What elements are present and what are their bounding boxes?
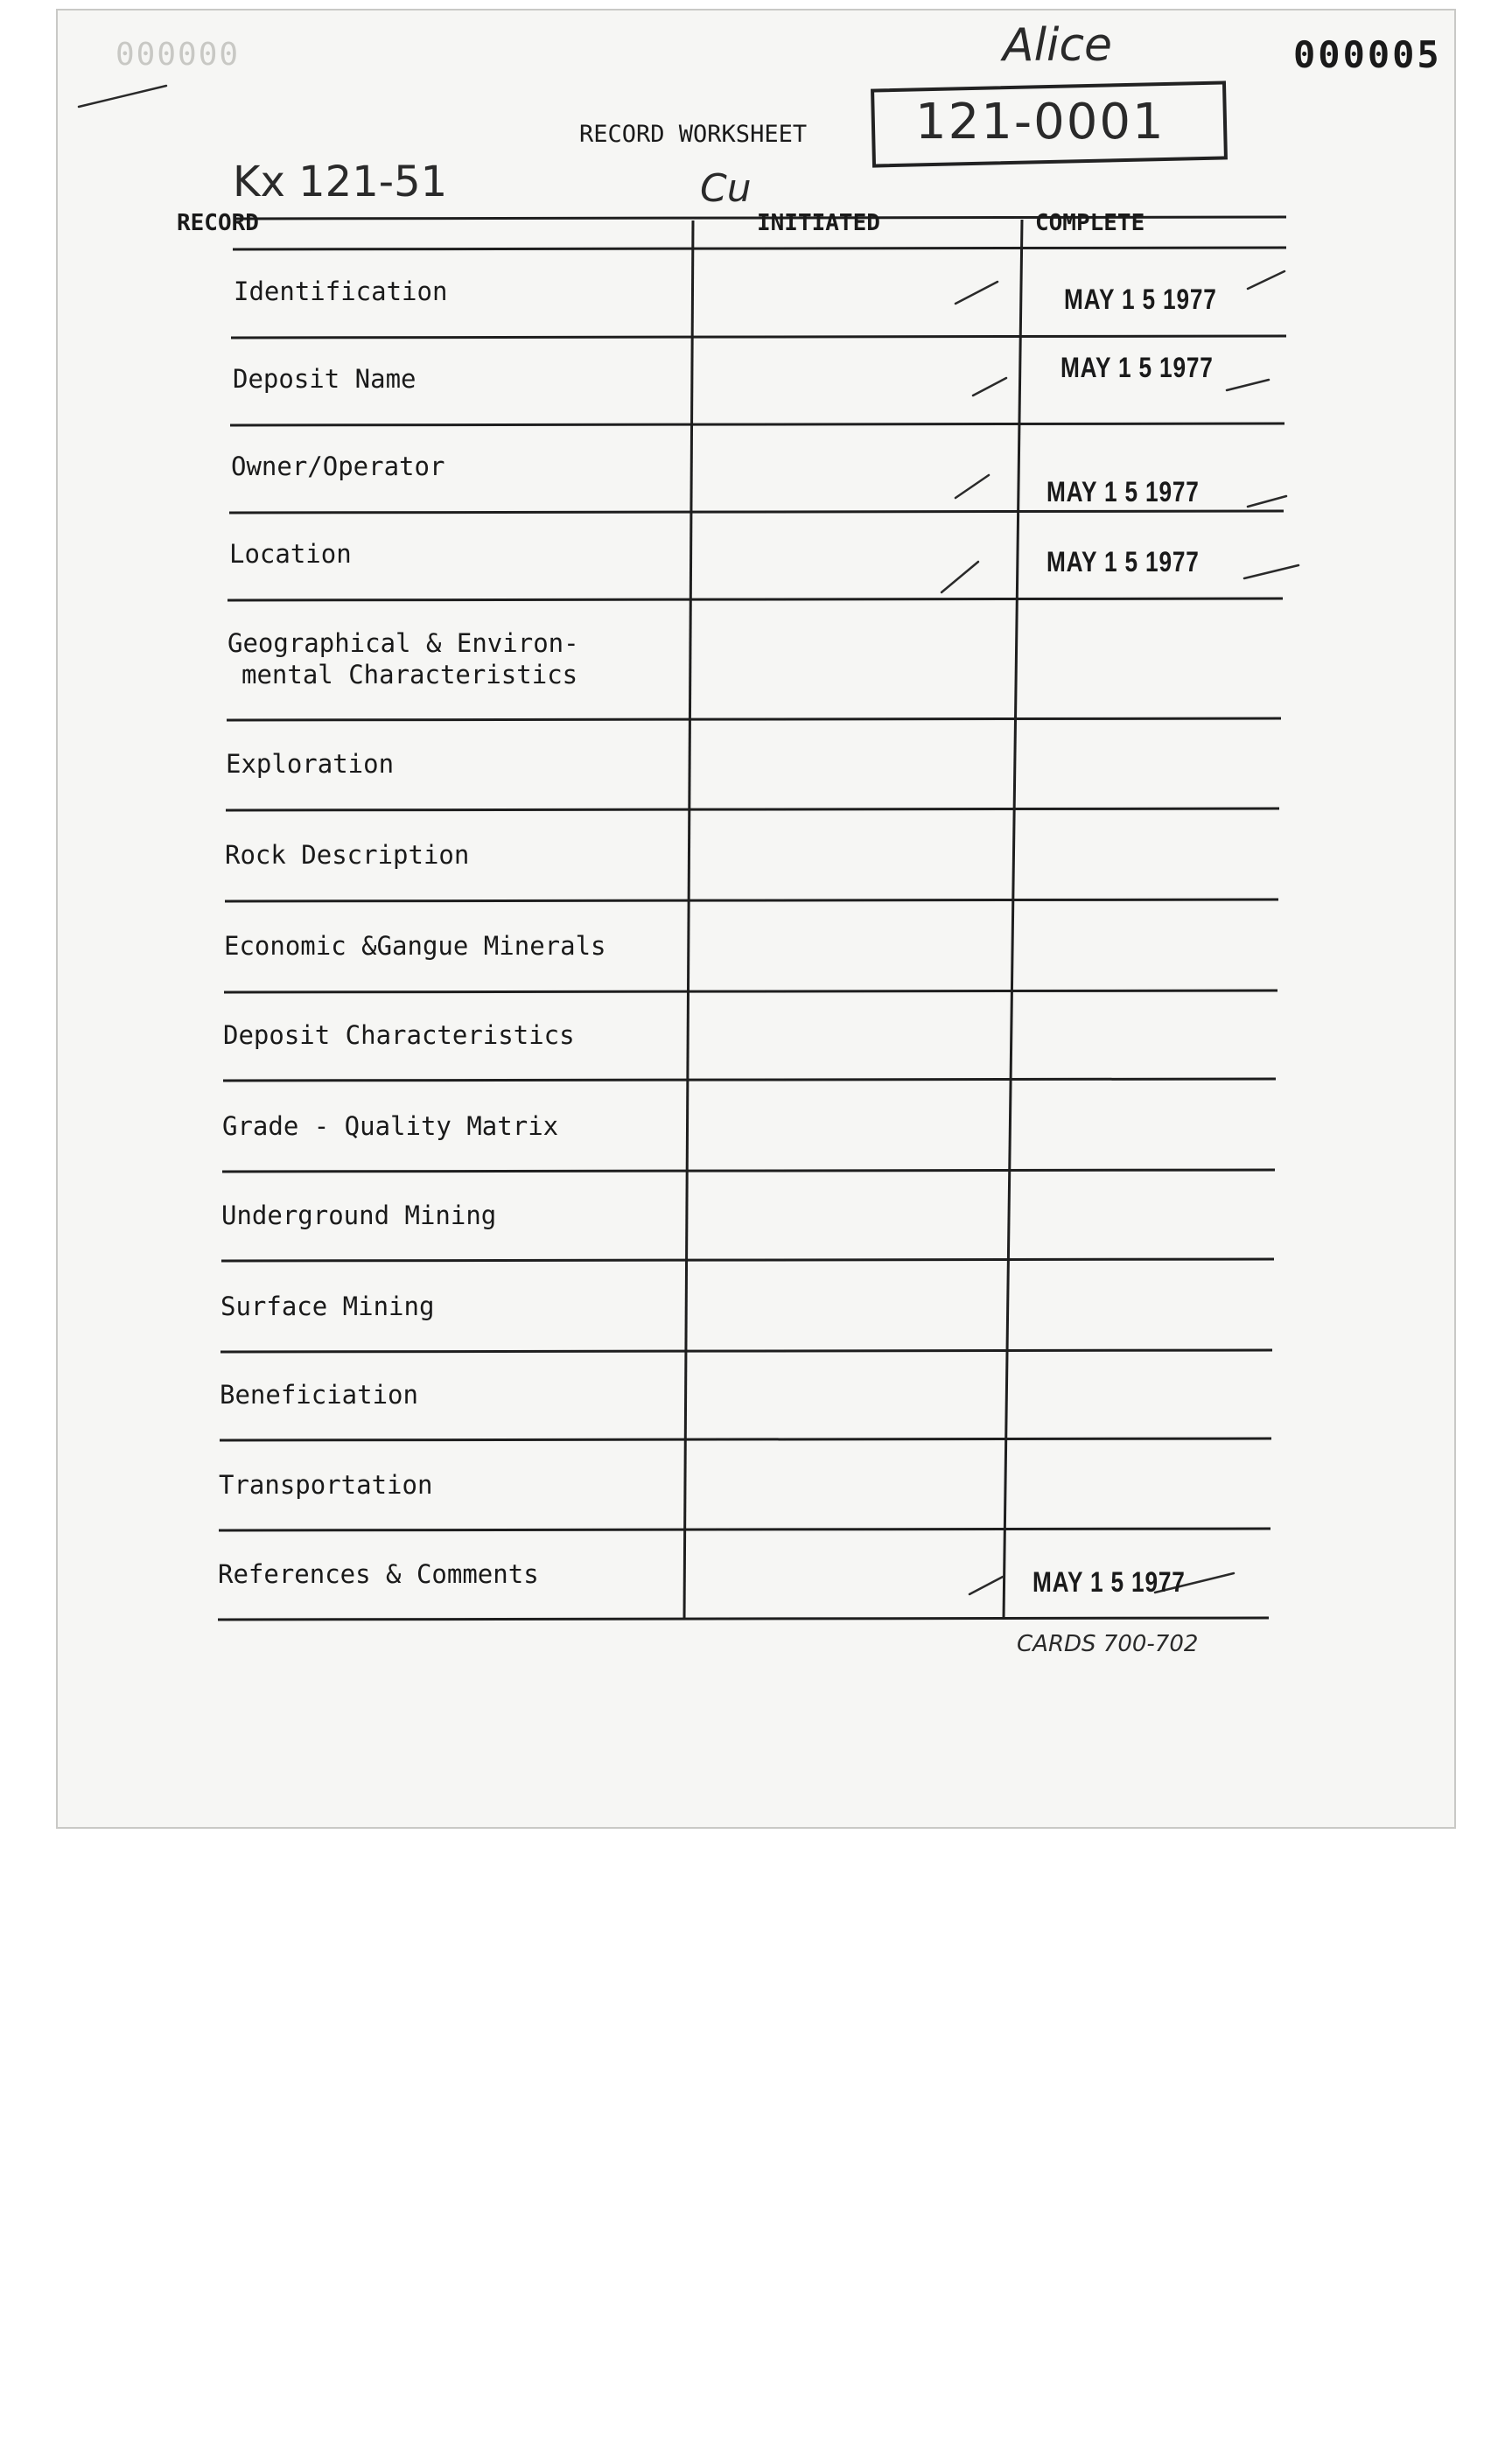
header-initiated: INITIATED	[757, 210, 880, 236]
row-label-grade-quality: Grade - Quality Matrix	[222, 1111, 559, 1141]
faded-page-number: 000000	[116, 37, 241, 73]
row-label-references: References & Comments	[218, 1559, 539, 1589]
row-label-geographical-line1: Geographical & Environ-	[228, 628, 579, 658]
header-record: RECORD	[177, 210, 259, 236]
row-label-geographical-line2: mental Characteristics	[242, 660, 578, 690]
row-label-surface-mining: Surface Mining	[220, 1292, 435, 1321]
row-label-exploration: Exploration	[226, 749, 395, 779]
row-label-identification: Identification	[234, 276, 448, 306]
row-label-transportation: Transportation	[219, 1470, 433, 1500]
page-title: RECORD WORKSHEET	[579, 121, 808, 148]
handwritten-name: Alice	[1003, 19, 1113, 72]
row-label-location: Location	[229, 539, 352, 569]
handwritten-record-id: 121-0001	[915, 94, 1166, 150]
complete-date-location: MAY 1 5 1977	[1046, 546, 1200, 578]
row-label-deposit-characteristics: Deposit Characteristics	[223, 1020, 575, 1050]
handwritten-code: Kx 121-51	[233, 158, 448, 206]
row-label-underground-mining: Underground Mining	[221, 1200, 497, 1230]
complete-date-identification: MAY 1 5 1977	[1064, 284, 1217, 315]
complete-date-deposit-name: MAY 1 5 1977	[1060, 352, 1214, 383]
row-label-economic-minerals: Economic &Gangue Minerals	[224, 931, 606, 961]
row-label-owner-operator: Owner/Operator	[231, 452, 445, 481]
complete-date-references: MAY 1 5 1977	[1032, 1566, 1186, 1598]
row-label-deposit-name: Deposit Name	[233, 364, 416, 394]
header-complete: COMPLETE	[1035, 210, 1145, 236]
page-number: 000005	[1293, 33, 1442, 76]
row-label-beneficiation: Beneficiation	[220, 1380, 418, 1410]
handwritten-element: Cu	[700, 166, 752, 211]
row-label-rock-description: Rock Description	[225, 840, 470, 870]
complete-date-owner-operator: MAY 1 5 1977	[1046, 476, 1200, 508]
handwritten-cards-note: CARDS 700-702	[1017, 1631, 1199, 1657]
